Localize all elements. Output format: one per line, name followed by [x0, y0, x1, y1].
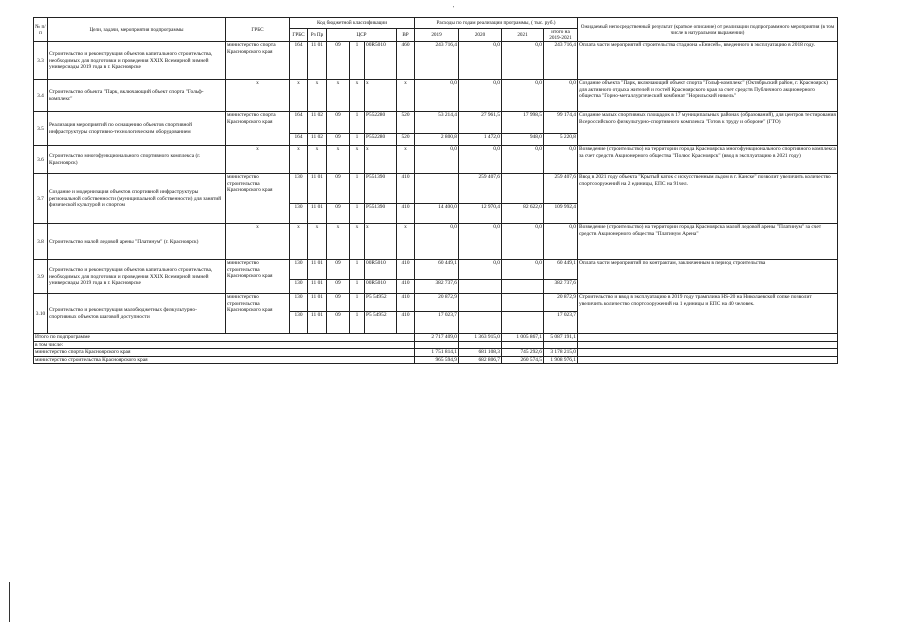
totals-2019	[415, 341, 459, 348]
code-csr-c: P551390	[365, 204, 397, 224]
totals-label: в том числе:	[34, 341, 415, 348]
row-result: Строительство и ввод в эксплуатацию в 2019 году трамплина HS-20 на Николаевской сопке позволит увеличить количество спортсооружений на 1 единицы и ЕПС на 40 человек.	[578, 294, 838, 334]
row-num: 3.9	[34, 260, 48, 294]
header-code-grbs: ГРБС	[290, 29, 308, 42]
code-grbs: 164	[290, 42, 308, 80]
code-csr-c: х	[365, 224, 397, 260]
table-row	[34, 174, 838, 204]
expense-2021	[502, 312, 544, 334]
expense-total: 109 992,4	[544, 204, 578, 224]
expense-total: 99 174,4	[544, 112, 578, 134]
code-rzpr: 11 01	[308, 312, 327, 334]
code-vr: х	[397, 224, 415, 260]
header-code-vr: ВР	[397, 29, 415, 42]
code-csr-a: 09	[327, 174, 350, 204]
row-grbs: министерство спорта Красноярского края	[226, 42, 290, 80]
table-row	[34, 224, 838, 260]
totals-result	[578, 334, 838, 341]
row-grbs: министерство спорта Красноярского края	[226, 112, 290, 146]
code-csr-c: х	[365, 146, 397, 174]
code-rzpr: 11 02	[308, 134, 327, 146]
totals-result	[578, 341, 838, 348]
code-csr-a: 09	[327, 260, 350, 280]
code-rzpr: 11 02	[308, 112, 327, 134]
header-year-1: 2020	[459, 29, 502, 42]
row-num: 3.4	[34, 80, 48, 112]
code-vr: 410	[397, 204, 415, 224]
expense-total: 20 872,9	[544, 294, 578, 312]
expense-total: 243 716,4	[544, 42, 578, 80]
row-result: Оплата части мероприятий по контрактам, заключенным в период строительства	[578, 260, 838, 294]
code-csr-b: х	[350, 146, 365, 174]
row-name: Строительство малой ледовой арены "Платинум" (г. Красноярск)	[48, 224, 226, 260]
totals-result	[578, 356, 838, 363]
header-year-2: 2021	[502, 29, 544, 42]
code-csr-a: х	[327, 146, 350, 174]
code-vr: х	[397, 80, 415, 112]
row-grbs: министерство строительства Красноярского края	[226, 294, 290, 334]
code-vr: 410	[397, 312, 415, 334]
code-grbs: х	[290, 146, 308, 174]
totals-2021: 745 292,6	[502, 349, 544, 356]
expense-2020: 0,0	[459, 80, 502, 112]
code-csr-c: P552280	[365, 112, 397, 134]
expense-2019: 0,0	[415, 80, 459, 112]
totals-2020	[459, 341, 502, 348]
scan-margin-line	[9, 582, 10, 622]
header-grbs: ГРБС	[226, 18, 290, 42]
code-csr-b: 1	[350, 204, 365, 224]
code-csr-a: 09	[327, 134, 350, 146]
totals-total: 3 178 215,0	[544, 349, 578, 356]
code-vr: 410	[397, 280, 415, 294]
row-result: Оплата части мероприятий строительства стадиона «Енисей», введенного в эксплуатацию в 2018 году.	[578, 42, 838, 80]
expense-2019: 14 400,0	[415, 204, 459, 224]
code-csr-a: 09	[327, 204, 350, 224]
expense-2021: 0,0	[502, 42, 544, 80]
totals-row	[34, 341, 838, 348]
row-num: 3.8	[34, 224, 48, 260]
row-name: Строительство многофункционального спортивного комплекса (г. Красноярск)	[48, 146, 226, 174]
code-csr-b: х	[350, 80, 365, 112]
expense-2020: 0,0	[459, 224, 502, 260]
table-row	[34, 80, 838, 112]
totals-total	[544, 341, 578, 348]
totals-2019: 965 594,9	[415, 356, 459, 363]
header-result: Ожидаемый непосредственный результат (краткое описание) от реализации подпрограммного мероприятия (в том числе в натуральном выражении)	[578, 18, 838, 42]
header-year-0: 2019	[415, 29, 459, 42]
row-grbs: министерство строительства Красноярского края	[226, 174, 290, 224]
code-csr-c: P551390	[365, 174, 397, 204]
code-csr-a: х	[327, 224, 350, 260]
code-csr-c: P5 54952	[365, 294, 397, 312]
code-grbs: 130	[290, 280, 308, 294]
code-csr-b: 1	[350, 312, 365, 334]
expense-total: 382 737,6	[544, 280, 578, 294]
expense-2020: 12 970,4	[459, 204, 502, 224]
code-rzpr: х	[308, 224, 327, 260]
expense-2019	[415, 174, 459, 204]
row-grbs: х	[226, 80, 290, 112]
totals-2021: 260 574,5	[502, 356, 544, 363]
totals-2019: 2 717 409,0	[415, 334, 459, 341]
row-name: Строительство объекта "Парк, включающий объект спорта "Гольф-комплекс"	[48, 80, 226, 112]
expense-2020: 0,0	[459, 146, 502, 174]
code-csr-b: 1	[350, 260, 365, 280]
code-csr-b: 1	[350, 134, 365, 146]
totals-row	[34, 356, 838, 363]
row-result: Создание малых спортивных площадок в 17 муниципальных районах (образований), для центров тестирования Всероссийского физкультурно-спортивного комплекса "Готов к труду и обороне" (ГТО)	[578, 112, 838, 146]
expense-2021	[502, 174, 544, 204]
expense-2021: 0,0	[502, 224, 544, 260]
code-csr-b: 1	[350, 42, 365, 80]
code-csr-c: 00R5010	[365, 280, 397, 294]
row-num: 3.7	[34, 174, 48, 224]
row-name: Создание и модернизация объектов спортивной инфраструктуры региональной собственности (муниципальной собственности) для занятий физической культурой и спортом	[48, 174, 226, 224]
table-row	[34, 42, 838, 80]
expense-2019: 60 449,1	[415, 260, 459, 280]
expense-total: 5 220,8	[544, 134, 578, 146]
code-csr-c: 00R5010	[365, 260, 397, 280]
header-expenses: Расходы по годам реализации программы, ( тыс. руб.)	[415, 18, 578, 29]
expense-2021: 0,0	[502, 146, 544, 174]
totals-label: Итого по подпрограмме	[34, 334, 415, 341]
expense-2019: 382 737,6	[415, 280, 459, 294]
expense-total: 259 407,6	[544, 174, 578, 204]
expense-2019: 17 023,7	[415, 312, 459, 334]
row-num: 3.5	[34, 112, 48, 146]
code-vr: 410	[397, 294, 415, 312]
row-grbs: х	[226, 224, 290, 260]
code-rzpr: 11 01	[308, 294, 327, 312]
code-rzpr: 11 01	[308, 260, 327, 280]
code-vr: 520	[397, 112, 415, 134]
totals-2020: 1 363 915,0	[459, 334, 502, 341]
code-vr: 410	[397, 260, 415, 280]
expense-2021	[502, 294, 544, 312]
header-row-1	[34, 18, 838, 29]
table-row	[34, 146, 838, 174]
row-grbs: министерство строительства Красноярского края	[226, 260, 290, 294]
expense-2021: 17 998,5	[502, 112, 544, 134]
expense-2019: 2 800,8	[415, 134, 459, 146]
expense-2021: 82 622,0	[502, 204, 544, 224]
budget-table	[33, 17, 838, 364]
code-csr-a: 09	[327, 42, 350, 80]
header-num: № п/п	[34, 18, 48, 42]
header-code-rzpr: Рз Пр	[308, 29, 327, 42]
row-result: Возведение (строительство) на территории города Красноярска малой ледовой арены "Платинум" за счет средств Акционерного общества "Платинум Арена"	[578, 224, 838, 260]
totals-row	[34, 334, 838, 341]
code-grbs: 130	[290, 260, 308, 280]
code-csr-a: 09	[327, 112, 350, 134]
expense-2021: 0,0	[502, 260, 544, 280]
expense-2019: 20 872,9	[415, 294, 459, 312]
row-result: Ввод в 2021 году объекта "Крытый каток с искусственным льдом в г. Канске" позволит увеличить количество спортсооружений на 2 единицы, ЕПС на 91чел.	[578, 174, 838, 224]
code-rzpr: 11 01	[308, 174, 327, 204]
code-rzpr: 11 01	[308, 42, 327, 80]
expense-2020: 27 961,5	[459, 112, 502, 134]
expense-2021	[502, 280, 544, 294]
totals-2020: 682 806,7	[459, 356, 502, 363]
code-vr: 460	[397, 42, 415, 80]
code-vr: 520	[397, 134, 415, 146]
expense-2020: 0,0	[459, 42, 502, 80]
code-csr-b: х	[350, 224, 365, 260]
expense-total: 0,0	[544, 224, 578, 260]
expense-2020	[459, 294, 502, 312]
table-row	[34, 294, 838, 312]
header-budget-code: Код бюджетной классификации	[290, 18, 415, 29]
expense-total: 60 449,1	[544, 260, 578, 280]
code-grbs: х	[290, 224, 308, 260]
row-num: 3.3	[34, 42, 48, 80]
expense-2020: 259 407,6	[459, 174, 502, 204]
code-csr-c: P552280	[365, 134, 397, 146]
code-csr-a: 09	[327, 294, 350, 312]
expense-2020	[459, 312, 502, 334]
expense-2019: 243 716,4	[415, 42, 459, 80]
code-csr-b: 1	[350, 280, 365, 294]
totals-2020: 681 108,3	[459, 349, 502, 356]
row-name: Строительство и реконструкция объектов капитального строительства, необходимых для подготовки и проведения XXIX Всемирной зимней универсиады 2019 года в г. Красноярске	[48, 260, 226, 294]
expense-total: 0,0	[544, 146, 578, 174]
row-result: Возведение (строительство) на территории города Красноярска многофункционального спортивного комплекса за счет средств Акционерного общества "Полюс Красноярск" (ввод в эксплуатацию в 2021 году)	[578, 146, 838, 174]
totals-2019: 1 751 814,1	[415, 349, 459, 356]
code-rzpr: х	[308, 146, 327, 174]
code-vr: 410	[397, 174, 415, 204]
expense-2019: 0,0	[415, 224, 459, 260]
expense-total: 17 023,7	[544, 312, 578, 334]
totals-row	[34, 349, 838, 356]
totals-total: 1 908 976,1	[544, 356, 578, 363]
expense-2019: 0,0	[415, 146, 459, 174]
code-csr-b: 1	[350, 174, 365, 204]
code-csr-c: 00R5010	[365, 42, 397, 80]
header-code-csr: ЦСР	[327, 29, 397, 42]
code-rzpr: 11 01	[308, 204, 327, 224]
code-grbs: 130	[290, 294, 308, 312]
totals-label: министерство строительства Красноярского края	[34, 356, 415, 363]
row-grbs: х	[226, 146, 290, 174]
row-name: Строительство и реконструкция объектов капитального строительства, необходимых для подготовки и проведения XXIX Всемирной зимней универсиады 2019 года в г. Красноярске	[48, 42, 226, 80]
code-grbs: 130	[290, 204, 308, 224]
expense-2020: 0,0	[459, 260, 502, 280]
code-grbs: 164	[290, 112, 308, 134]
totals-label: министерство спорта Красноярского края	[34, 349, 415, 356]
code-rzpr: 11 01	[308, 280, 327, 294]
expense-2019: 53 214,4	[415, 112, 459, 134]
code-vr: х	[397, 146, 415, 174]
code-csr-c: P5 54952	[365, 312, 397, 334]
row-name: Реализация мероприятий по оснащению объектов спортивной инфраструктуры спортивно-технологическим оборудованием	[48, 112, 226, 146]
expense-total: 0,0	[544, 80, 578, 112]
row-num: 3.6	[34, 146, 48, 174]
code-csr-b: 1	[350, 294, 365, 312]
code-csr-c: х	[365, 80, 397, 112]
code-grbs: 130	[290, 174, 308, 204]
code-csr-a: х	[327, 80, 350, 112]
row-result: Создание объекта "Парк, включающий объект спорта "Гольф-комплекс" (Октябрьский район, г. Красноярск) для активного отдыха жителей и гостей Красноярского края за счет средств Публичного акционерного общества "Горно-металлургический комбинат "Норильский никель"	[578, 80, 838, 112]
expense-2020: 1 472,0	[459, 134, 502, 146]
code-rzpr: х	[308, 80, 327, 112]
code-grbs: 164	[290, 134, 308, 146]
expense-2021: 0,0	[502, 80, 544, 112]
code-csr-a: 09	[327, 280, 350, 294]
row-num: 3.10	[34, 294, 48, 334]
table-row	[34, 260, 838, 280]
totals-2021	[502, 341, 544, 348]
expense-2020	[459, 280, 502, 294]
header-year-3: итого на 2019-2021	[544, 29, 578, 42]
totals-total: 5 087 191,1	[544, 334, 578, 341]
expense-2021: 948,0	[502, 134, 544, 146]
table-row	[34, 112, 838, 134]
code-csr-a: 09	[327, 312, 350, 334]
page-mark: '	[453, 6, 455, 12]
code-grbs: 130	[290, 312, 308, 334]
header-goal: Цели, задачи, мероприятия подпрограммы	[48, 18, 226, 42]
code-csr-b: 1	[350, 112, 365, 134]
totals-result	[578, 349, 838, 356]
totals-2021: 1 005 867,1	[502, 334, 544, 341]
row-name: Строительство и реконструкция малобюджетных физкультурно-спортивных объектов шаговой доступности	[48, 294, 226, 334]
code-grbs: х	[290, 80, 308, 112]
